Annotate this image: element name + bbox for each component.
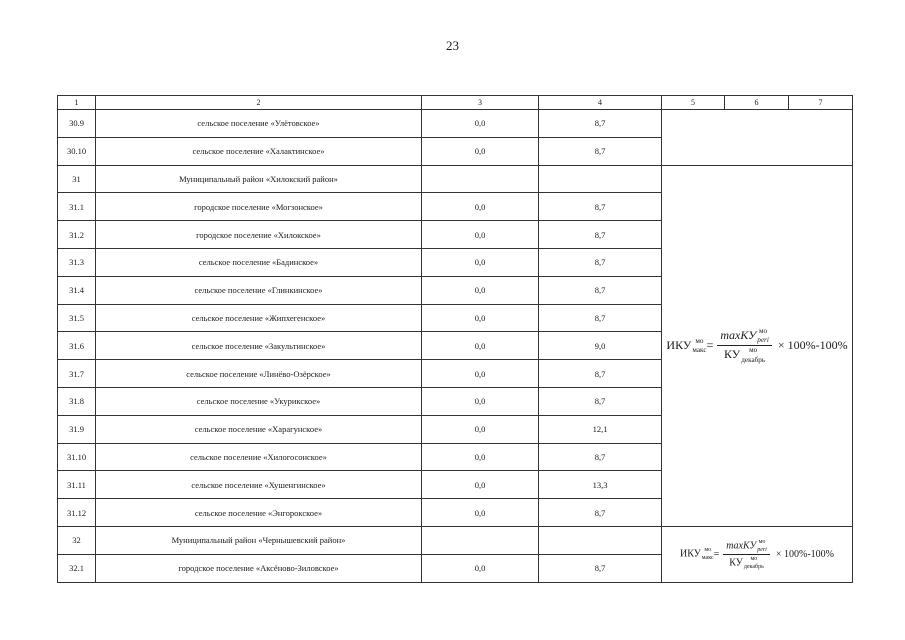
row-number-cell: 31.1 bbox=[58, 193, 96, 221]
formula-denominator: КУ мо декабрь bbox=[723, 346, 766, 364]
row-number-cell: 31.9 bbox=[58, 415, 96, 443]
formula-numerator: maxКУ мо peri bbox=[717, 328, 771, 346]
row-number-cell: 32.1 bbox=[58, 554, 96, 582]
row-number-cell: 31.12 bbox=[58, 499, 96, 527]
row-col4-cell: 9,0 bbox=[539, 332, 662, 360]
formula-cell bbox=[662, 165, 853, 526]
formula-fraction bbox=[717, 328, 771, 364]
row-col3-cell: 0,0 bbox=[422, 360, 539, 388]
row-col4-cell: 8,7 bbox=[539, 276, 662, 304]
row-number-cell: 31.5 bbox=[58, 304, 96, 332]
formula-cell bbox=[662, 526, 853, 582]
header-cell-3: 3 bbox=[422, 96, 539, 110]
row-col4-cell: 13,3 bbox=[539, 471, 662, 499]
row-name-cell: сельское поселение «Халактинское» bbox=[96, 137, 422, 165]
formula bbox=[680, 539, 834, 570]
row-name-cell: сельское поселение «Бадинское» bbox=[96, 248, 422, 276]
row-col3-cell: 0,0 bbox=[422, 387, 539, 415]
data-table bbox=[57, 95, 853, 583]
row-col4-cell: 8,7 bbox=[539, 193, 662, 221]
row-name-cell: сельское поселение «Харагунское» bbox=[96, 415, 422, 443]
formula-numerator: maxКУ мо peri bbox=[723, 539, 770, 555]
row-col3-cell: 0,0 bbox=[422, 554, 539, 582]
formula-lhs: ИКУ мо макс bbox=[666, 336, 707, 354]
row-col4-cell: 8,7 bbox=[539, 248, 662, 276]
header-cell-5: 5 bbox=[662, 96, 725, 110]
row-number-cell: 32 bbox=[58, 526, 96, 554]
row-number-cell: 30.10 bbox=[58, 137, 96, 165]
row-name-cell: сельское поселение «Жипхегенское» bbox=[96, 304, 422, 332]
row-number-cell: 31.3 bbox=[58, 248, 96, 276]
row-number-cell: 31.6 bbox=[58, 332, 96, 360]
row-name-cell: сельское поселение «Энгорокское» bbox=[96, 499, 422, 527]
row-col3-cell: 0,0 bbox=[422, 276, 539, 304]
row-col3-cell bbox=[422, 526, 539, 554]
row-number-cell: 31.8 bbox=[58, 387, 96, 415]
table-row bbox=[58, 526, 853, 554]
row-name-cell: Муниципальный район «Чернышевский район» bbox=[96, 526, 422, 554]
formula-equals: = bbox=[713, 548, 720, 560]
formula-fraction bbox=[723, 539, 770, 570]
page-number: 23 bbox=[446, 38, 459, 53]
table-header-row bbox=[58, 96, 853, 110]
row-number-cell: 31.10 bbox=[58, 443, 96, 471]
formula-lhs: ИКУ мо макс bbox=[680, 547, 714, 562]
row-name-cell: городское поселение «Хилокское» bbox=[96, 221, 422, 249]
row-col3-cell: 0,0 bbox=[422, 304, 539, 332]
row-number-cell: 30.9 bbox=[58, 110, 96, 138]
row-col3-cell: 0,0 bbox=[422, 193, 539, 221]
table-row bbox=[58, 110, 853, 138]
row-name-cell: сельское поселение «Укурикское» bbox=[96, 387, 422, 415]
row-col3-cell: 0,0 bbox=[422, 248, 539, 276]
row-name-cell: сельское поселение «Хилогосонское» bbox=[96, 443, 422, 471]
row-name-cell: сельское поселение «Закультинское» bbox=[96, 332, 422, 360]
row-col3-cell: 0,0 bbox=[422, 332, 539, 360]
row-name-cell: городское поселение «Аксёново-Зиловское» bbox=[96, 554, 422, 582]
row-col3-cell: 0,0 bbox=[422, 471, 539, 499]
formula-tail: × 100%-100% bbox=[775, 548, 834, 560]
row-number-cell: 31.4 bbox=[58, 276, 96, 304]
row-col4-cell: 8,7 bbox=[539, 221, 662, 249]
row-number-cell: 31.2 bbox=[58, 221, 96, 249]
row-col4-cell bbox=[539, 526, 662, 554]
merged-empty-cell bbox=[662, 110, 853, 166]
row-col3-cell bbox=[422, 165, 539, 193]
row-number-cell: 31.11 bbox=[58, 471, 96, 499]
row-col4-cell: 8,7 bbox=[539, 110, 662, 138]
row-col3-cell: 0,0 bbox=[422, 110, 539, 138]
row-col3-cell: 0,0 bbox=[422, 137, 539, 165]
row-number-cell: 31 bbox=[58, 165, 96, 193]
formula-tail: × 100%-100% bbox=[777, 338, 848, 353]
row-number-cell: 31.7 bbox=[58, 360, 96, 388]
formula-denominator: КУ мо декабрь bbox=[729, 555, 764, 570]
row-name-cell: сельское поселение «Хушенгинское» bbox=[96, 471, 422, 499]
row-col4-cell bbox=[539, 165, 662, 193]
row-name-cell: сельское поселение «Улётовское» bbox=[96, 110, 422, 138]
formula-equals: = bbox=[706, 338, 714, 353]
header-cell-6: 6 bbox=[725, 96, 789, 110]
header-cell-4: 4 bbox=[539, 96, 662, 110]
row-col3-cell: 0,0 bbox=[422, 221, 539, 249]
row-col3-cell: 0,0 bbox=[422, 443, 539, 471]
row-col4-cell: 12,1 bbox=[539, 415, 662, 443]
row-col4-cell: 8,7 bbox=[539, 137, 662, 165]
row-col4-cell: 8,7 bbox=[539, 360, 662, 388]
row-name-cell: сельское поселение «Линёво-Озёрское» bbox=[96, 360, 422, 388]
row-name-cell: Муниципальный район «Хилокский район» bbox=[96, 165, 422, 193]
formula bbox=[666, 328, 847, 364]
header-cell-2: 2 bbox=[96, 96, 422, 110]
row-col4-cell: 8,7 bbox=[539, 304, 662, 332]
row-col4-cell: 8,7 bbox=[539, 443, 662, 471]
row-col3-cell: 0,0 bbox=[422, 499, 539, 527]
table-row bbox=[58, 165, 853, 193]
row-col4-cell: 8,7 bbox=[539, 554, 662, 582]
header-cell-7: 7 bbox=[789, 96, 853, 110]
row-col3-cell: 0,0 bbox=[422, 415, 539, 443]
row-col4-cell: 8,7 bbox=[539, 499, 662, 527]
row-col4-cell: 8,7 bbox=[539, 387, 662, 415]
row-name-cell: сельское поселение «Глинкинское» bbox=[96, 276, 422, 304]
row-name-cell: городское поселение «Могзонское» bbox=[96, 193, 422, 221]
header-cell-1: 1 bbox=[58, 96, 96, 110]
